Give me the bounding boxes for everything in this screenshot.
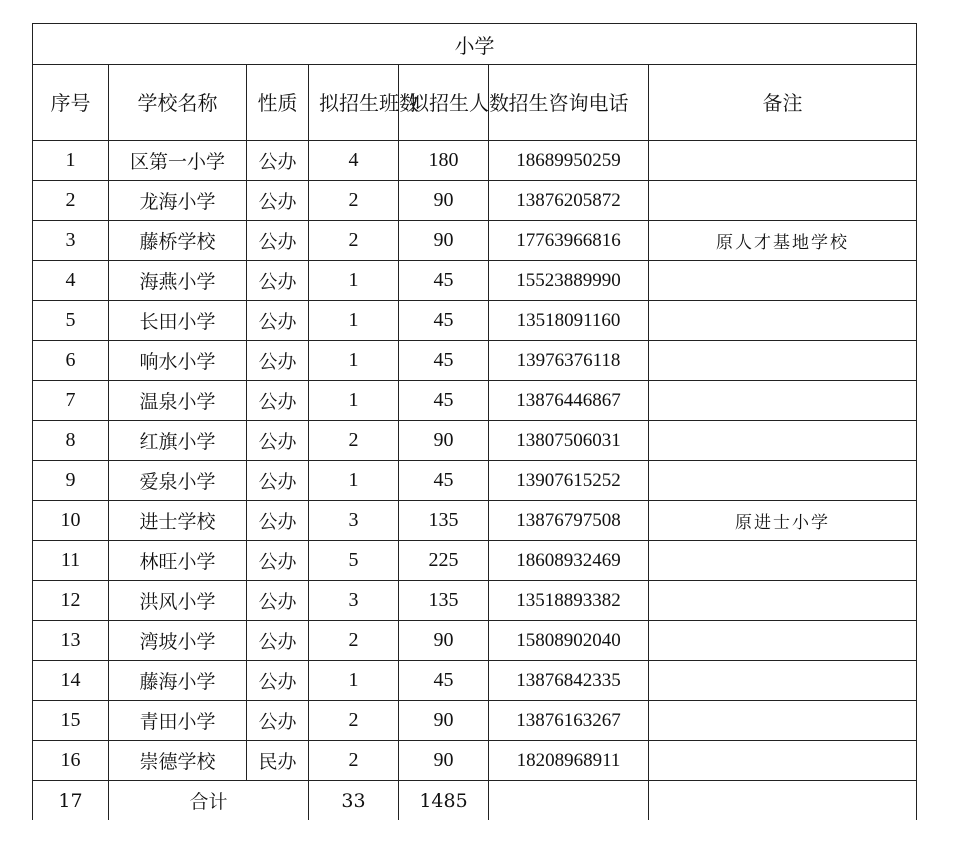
- row-no: 3: [33, 221, 109, 261]
- row-school: 青田小学: [109, 701, 247, 741]
- total-label: 合计: [109, 781, 309, 821]
- row-phone: 13876205872: [489, 181, 649, 221]
- row-school: 藤桥学校: [109, 221, 247, 261]
- table-row: [33, 461, 917, 501]
- row-school: 响水小学: [109, 341, 247, 381]
- table-row: [33, 661, 917, 701]
- row-remark: 原人才基地学校: [649, 221, 917, 261]
- table-row: [33, 741, 917, 781]
- row-type: 公办: [247, 701, 309, 741]
- row-no: 10: [33, 501, 109, 541]
- row-type: 公办: [247, 421, 309, 461]
- header-phone: 招生咨询电话: [489, 65, 649, 141]
- total-no: 17: [33, 781, 109, 821]
- row-no: 11: [33, 541, 109, 581]
- row-classes: 3: [309, 581, 399, 621]
- row-type: 公办: [247, 341, 309, 381]
- row-no: 8: [33, 421, 109, 461]
- row-remark: [649, 301, 917, 341]
- row-remark: [649, 461, 917, 501]
- row-no: 16: [33, 741, 109, 781]
- row-classes: 2: [309, 421, 399, 461]
- header-classes: 拟招生班数: [309, 65, 399, 141]
- row-school: 海燕小学: [109, 261, 247, 301]
- row-remark: [649, 181, 917, 221]
- row-students: 45: [399, 661, 489, 701]
- row-students: 45: [399, 341, 489, 381]
- row-students: 180: [399, 141, 489, 181]
- table-title: 小学: [33, 24, 917, 65]
- row-type: 公办: [247, 181, 309, 221]
- row-phone: 13876842335: [489, 661, 649, 701]
- row-students: 225: [399, 541, 489, 581]
- row-students: 135: [399, 501, 489, 541]
- row-remark: 原进士小学: [649, 501, 917, 541]
- row-no: 6: [33, 341, 109, 381]
- row-classes: 2: [309, 181, 399, 221]
- row-students: 90: [399, 181, 489, 221]
- table-row: [33, 541, 917, 581]
- row-phone: 18689950259: [489, 141, 649, 181]
- row-type: 公办: [247, 141, 309, 181]
- row-type: 公办: [247, 461, 309, 501]
- enrollment-table: [32, 23, 917, 820]
- row-no: 13: [33, 621, 109, 661]
- row-type: 公办: [247, 621, 309, 661]
- row-remark: [649, 381, 917, 421]
- row-type: 公办: [247, 301, 309, 341]
- row-no: 7: [33, 381, 109, 421]
- row-remark: [649, 741, 917, 781]
- row-classes: 3: [309, 501, 399, 541]
- row-classes: 1: [309, 381, 399, 421]
- row-no: 5: [33, 301, 109, 341]
- row-classes: 1: [309, 461, 399, 501]
- row-students: 45: [399, 301, 489, 341]
- row-students: 45: [399, 261, 489, 301]
- row-classes: 1: [309, 301, 399, 341]
- header-school: 学校名称: [109, 65, 247, 141]
- row-school: 林旺小学: [109, 541, 247, 581]
- row-phone: 13907615252: [489, 461, 649, 501]
- row-remark: [649, 661, 917, 701]
- row-remark: [649, 541, 917, 581]
- row-students: 45: [399, 381, 489, 421]
- row-school: 龙海小学: [109, 181, 247, 221]
- header-students: 拟招生人数: [399, 65, 489, 141]
- header-remark: 备注: [649, 65, 917, 141]
- header-row: [33, 65, 917, 141]
- row-type: 公办: [247, 501, 309, 541]
- table-row: [33, 301, 917, 341]
- row-no: 2: [33, 181, 109, 221]
- row-students: 90: [399, 621, 489, 661]
- row-remark: [649, 621, 917, 661]
- table-row: [33, 341, 917, 381]
- row-classes: 4: [309, 141, 399, 181]
- header-no: 序号: [33, 65, 109, 141]
- row-phone: 13876797508: [489, 501, 649, 541]
- row-school: 湾坡小学: [109, 621, 247, 661]
- row-phone: 13976376118: [489, 341, 649, 381]
- row-no: 12: [33, 581, 109, 621]
- row-phone: 18208968911: [489, 741, 649, 781]
- row-school: 红旗小学: [109, 421, 247, 461]
- row-no: 14: [33, 661, 109, 701]
- row-phone: 13518091160: [489, 301, 649, 341]
- row-remark: [649, 581, 917, 621]
- row-classes: 5: [309, 541, 399, 581]
- row-school: 洪风小学: [109, 581, 247, 621]
- row-school: 崇德学校: [109, 741, 247, 781]
- row-remark: [649, 141, 917, 181]
- table-row: [33, 261, 917, 301]
- row-phone: 15523889990: [489, 261, 649, 301]
- row-no: 1: [33, 141, 109, 181]
- row-phone: 18608932469: [489, 541, 649, 581]
- table-row: [33, 421, 917, 461]
- total-row: [33, 781, 917, 821]
- header-type: 性质: [247, 65, 309, 141]
- row-school: 藤海小学: [109, 661, 247, 701]
- row-school: 区第一小学: [109, 141, 247, 181]
- row-students: 90: [399, 701, 489, 741]
- row-remark: [649, 421, 917, 461]
- row-students: 90: [399, 221, 489, 261]
- row-type: 民办: [247, 741, 309, 781]
- row-remark: [649, 701, 917, 741]
- row-classes: 2: [309, 701, 399, 741]
- row-school: 进士学校: [109, 501, 247, 541]
- row-classes: 2: [309, 621, 399, 661]
- row-type: 公办: [247, 661, 309, 701]
- row-type: 公办: [247, 381, 309, 421]
- table-row: [33, 701, 917, 741]
- total-phone: [489, 781, 649, 821]
- row-phone: 13807506031: [489, 421, 649, 461]
- total-remark: [649, 781, 917, 821]
- row-classes: 1: [309, 261, 399, 301]
- row-no: 4: [33, 261, 109, 301]
- row-remark: [649, 341, 917, 381]
- row-classes: 1: [309, 341, 399, 381]
- row-classes: 1: [309, 661, 399, 701]
- row-students: 135: [399, 581, 489, 621]
- table-row: [33, 221, 917, 261]
- row-phone: 15808902040: [489, 621, 649, 661]
- row-school: 温泉小学: [109, 381, 247, 421]
- row-type: 公办: [247, 221, 309, 261]
- table-row: [33, 181, 917, 221]
- row-no: 9: [33, 461, 109, 501]
- table-row: [33, 381, 917, 421]
- row-classes: 2: [309, 221, 399, 261]
- total-classes: 33: [309, 781, 399, 821]
- row-no: 15: [33, 701, 109, 741]
- row-phone: 17763966816: [489, 221, 649, 261]
- row-classes: 2: [309, 741, 399, 781]
- table-row: [33, 581, 917, 621]
- row-type: 公办: [247, 541, 309, 581]
- row-phone: 13876446867: [489, 381, 649, 421]
- row-phone: 13876163267: [489, 701, 649, 741]
- total-students: 1485: [399, 781, 489, 821]
- table-row: [33, 621, 917, 661]
- row-remark: [649, 261, 917, 301]
- row-students: 45: [399, 461, 489, 501]
- row-students: 90: [399, 741, 489, 781]
- row-phone: 13518893382: [489, 581, 649, 621]
- row-school: 长田小学: [109, 301, 247, 341]
- row-students: 90: [399, 421, 489, 461]
- table-row: [33, 501, 917, 541]
- table-row: [33, 141, 917, 181]
- row-type: 公办: [247, 261, 309, 301]
- row-type: 公办: [247, 581, 309, 621]
- row-school: 爱泉小学: [109, 461, 247, 501]
